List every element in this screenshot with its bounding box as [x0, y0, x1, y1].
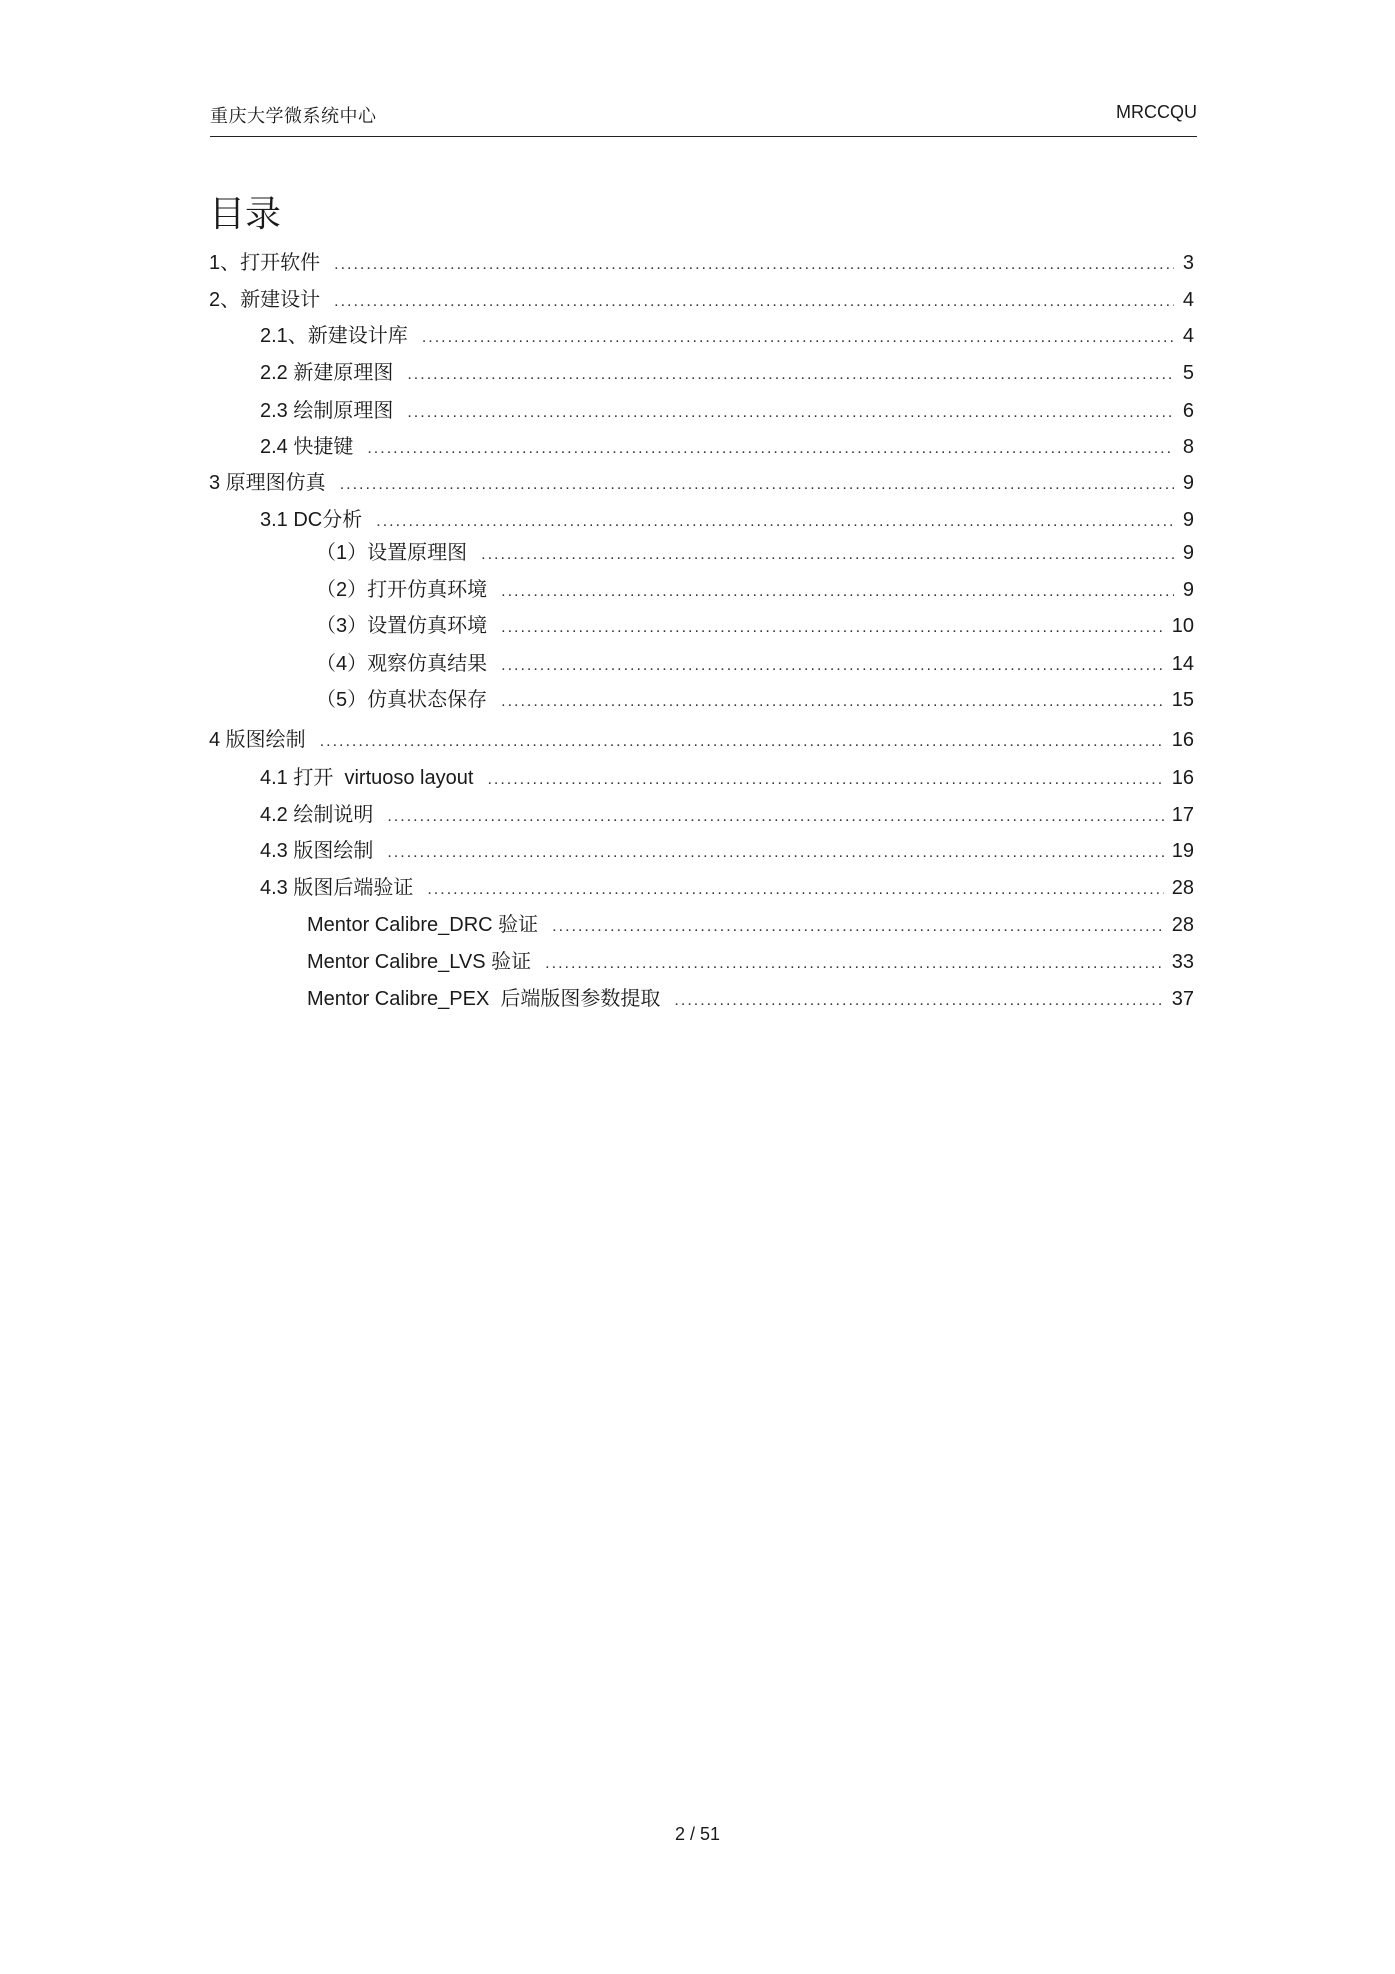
toc-entry-label: Mentor Calibre_LVS 验证 — [307, 951, 532, 973]
toc-entry[interactable] — [0, 800, 1395, 830]
toc-leader-dots — [387, 802, 1163, 832]
toc-entry-label: 2.4 快捷键 — [260, 436, 354, 458]
toc-entry[interactable] — [0, 358, 1395, 388]
toc-leader-dots — [422, 323, 1174, 353]
toc-entry-page: 33 — [1171, 951, 1194, 973]
toc-entry-label: 4 版图绘制 — [209, 729, 306, 751]
toc-entry-label: 4.3 版图后端验证 — [260, 877, 414, 899]
header-organization: 重庆大学微系统中心 — [210, 106, 377, 126]
toc-entry-page: 9 — [1182, 509, 1194, 531]
toc-entry-label: （5）仿真状态保存 — [316, 689, 488, 711]
toc-entry-page: 3 — [1182, 252, 1194, 274]
toc-entry[interactable] — [0, 947, 1395, 977]
toc-entry[interactable] — [0, 432, 1395, 462]
page-footer — [0, 1824, 1395, 1845]
toc-entry[interactable] — [0, 538, 1395, 568]
toc-leader-dots — [501, 687, 1164, 717]
toc-entry-label: 2.3 绘制原理图 — [260, 400, 394, 422]
toc-entry[interactable] — [0, 685, 1395, 715]
toc-leader-dots — [501, 613, 1164, 643]
toc-entry[interactable] — [0, 396, 1395, 426]
toc-entry-label: Mentor Calibre_DRC 验证 — [307, 914, 539, 936]
toc-entry-page: 5 — [1182, 362, 1194, 384]
toc-entry-label: 4.1 打开 virtuoso layout — [260, 767, 474, 789]
toc-entry-label: 4.2 绘制说明 — [260, 804, 374, 826]
toc-leader-dots — [501, 651, 1164, 681]
toc-entry[interactable] — [0, 984, 1395, 1014]
toc-leader-dots — [487, 765, 1163, 795]
toc-entry-page: 15 — [1171, 689, 1194, 711]
toc-entry-label: 2.1、新建设计库 — [260, 325, 408, 347]
toc-entry-label: （4）观察仿真结果 — [316, 653, 488, 675]
toc-entry-label: Mentor Calibre_PEX 后端版图参数提取 — [307, 988, 661, 1010]
toc-leader-dots — [545, 949, 1164, 979]
toc-entry-page: 14 — [1171, 653, 1194, 675]
toc-entry-page: 8 — [1182, 436, 1194, 458]
toc-entry[interactable] — [0, 285, 1395, 315]
toc-leader-dots — [320, 727, 1164, 757]
toc-entry-label: 2、新建设计 — [209, 289, 321, 311]
toc-leader-dots — [407, 360, 1174, 390]
toc-leader-dots — [552, 912, 1164, 942]
toc-entry-label: （1）设置原理图 — [316, 542, 468, 564]
toc-entry[interactable] — [0, 763, 1395, 793]
toc-entry[interactable] — [0, 910, 1395, 940]
toc-leader-dots — [501, 577, 1174, 607]
toc-entry-page: 28 — [1171, 914, 1194, 936]
toc-entry[interactable] — [0, 725, 1395, 755]
toc-leader-dots — [367, 434, 1174, 464]
toc-leader-dots — [376, 507, 1174, 537]
toc-entry-page: 17 — [1171, 804, 1194, 826]
toc-entry[interactable] — [0, 505, 1395, 535]
toc-entry-label: （2）打开仿真环境 — [316, 579, 488, 601]
toc-leader-dots — [334, 250, 1174, 280]
toc-entry-page: 4 — [1182, 289, 1194, 311]
toc-entry[interactable] — [0, 611, 1395, 641]
toc-entry[interactable] — [0, 468, 1395, 498]
toc-leader-dots — [340, 470, 1174, 500]
toc-entry[interactable] — [0, 575, 1395, 605]
toc-entry-label: 3 原理图仿真 — [209, 472, 326, 494]
toc-entry-page: 9 — [1182, 542, 1194, 564]
toc-entry[interactable] — [0, 873, 1395, 903]
toc-entry-page: 16 — [1171, 767, 1194, 789]
toc-entry-page: 19 — [1171, 840, 1194, 862]
toc-leader-dots — [427, 875, 1163, 905]
toc-leader-dots — [674, 986, 1163, 1016]
page-title: 目录 — [209, 193, 282, 234]
toc-entry[interactable] — [0, 649, 1395, 679]
toc-entry[interactable] — [0, 248, 1395, 278]
toc-entry-label: 3.1 DC分析 — [260, 509, 363, 531]
toc-entry-page: 9 — [1182, 579, 1194, 601]
toc-entry-label: 4.3 版图绘制 — [260, 840, 374, 862]
toc-leader-dots — [481, 540, 1174, 570]
toc-entry-page: 28 — [1171, 877, 1194, 899]
toc-entry[interactable] — [0, 836, 1395, 866]
toc-entry-page: 6 — [1182, 400, 1194, 422]
toc-entry-page: 9 — [1182, 472, 1194, 494]
toc-entry-label: 1、打开软件 — [209, 252, 321, 274]
toc-entry-page: 10 — [1171, 615, 1194, 637]
header-code: MRCCQU — [1116, 102, 1197, 122]
toc-leader-dots — [387, 838, 1163, 868]
page-indicator: 2 / 51 — [674, 1824, 721, 1844]
toc-leader-dots — [334, 287, 1174, 317]
toc-entry[interactable] — [0, 321, 1395, 351]
toc-entry-label: 2.2 新建原理图 — [260, 362, 394, 384]
toc-leader-dots — [407, 398, 1174, 428]
toc-entry-page: 16 — [1171, 729, 1194, 751]
toc-entry-page: 37 — [1171, 988, 1194, 1010]
toc-entry-page: 4 — [1182, 325, 1194, 347]
toc-entry-label: （3）设置仿真环境 — [316, 615, 488, 637]
page-header — [210, 100, 1197, 137]
